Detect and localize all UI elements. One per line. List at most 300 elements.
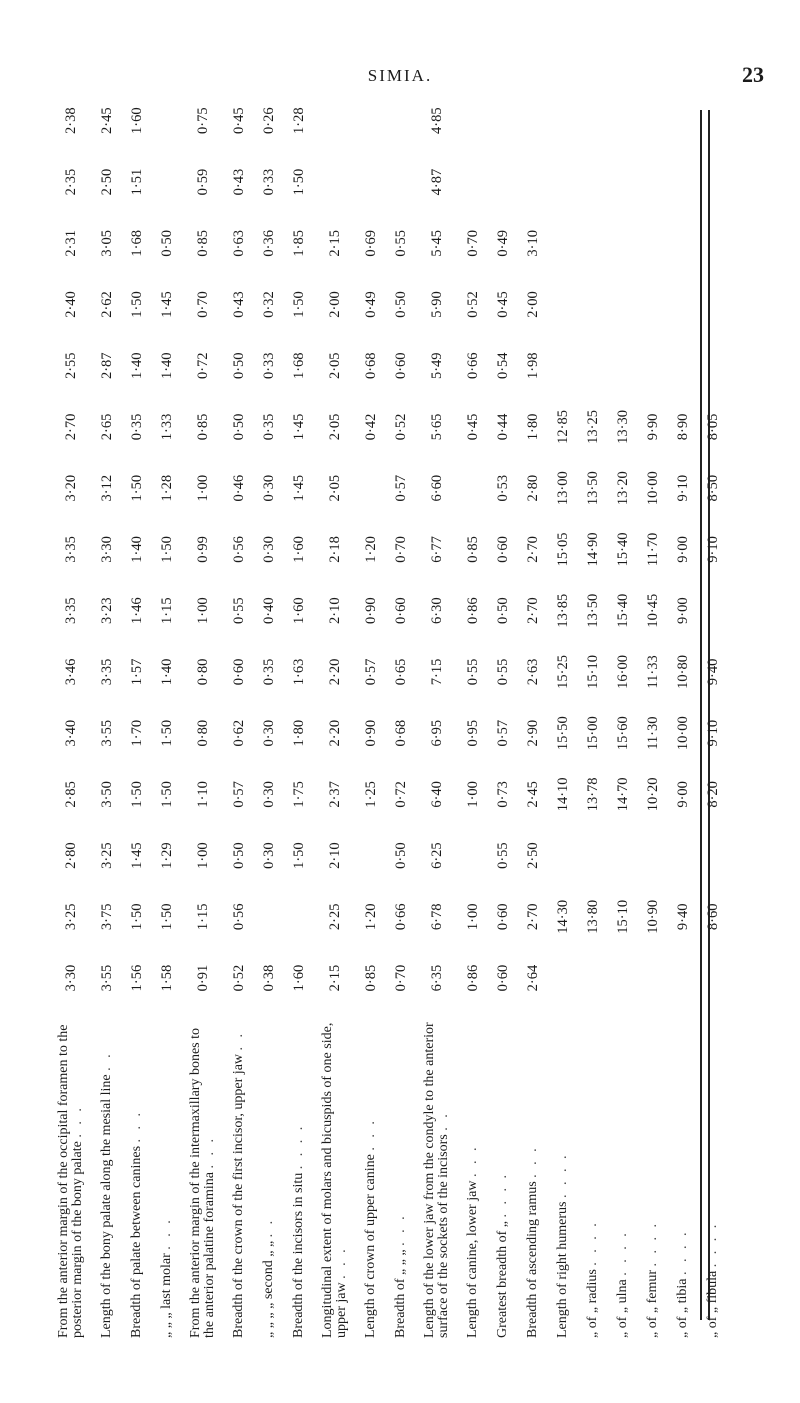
table-cell bbox=[638, 213, 668, 274]
table-cell bbox=[698, 213, 728, 274]
table-cell bbox=[668, 335, 698, 396]
table-row bbox=[314, 90, 356, 1340]
table-cell: 0·33 bbox=[261, 352, 277, 380]
table-cell: 2·70 bbox=[525, 597, 541, 624]
table-cell bbox=[698, 580, 728, 641]
row-label bbox=[152, 1009, 182, 1340]
table-cell bbox=[578, 151, 608, 212]
table-cell: 11·33 bbox=[645, 655, 661, 689]
table-cell: 13·85 bbox=[555, 593, 571, 628]
table-cell bbox=[698, 90, 728, 151]
table-row bbox=[548, 90, 578, 1340]
table-cell: 1·60 bbox=[291, 597, 307, 624]
table-cell: 1·50 bbox=[291, 168, 307, 196]
table-cell: 2·63 bbox=[525, 658, 541, 686]
table-cell: 1·50 bbox=[159, 781, 175, 808]
table-cell: 2·87 bbox=[99, 352, 115, 380]
table-cell: 2·10 bbox=[327, 842, 343, 869]
table-cell: 0·66 bbox=[393, 903, 409, 931]
table-cell: 1·20 bbox=[363, 903, 379, 931]
row-label-text: Breadth of palate between canines bbox=[129, 1145, 144, 1338]
table-cell: 0·86 bbox=[465, 964, 481, 992]
table-cell bbox=[608, 947, 638, 1008]
table-cell: 2·20 bbox=[327, 658, 343, 686]
row-label-text: „ of „ ulna bbox=[615, 1279, 630, 1338]
table-cell: 2·37 bbox=[327, 781, 343, 808]
row-label-leader-dots: . . bbox=[261, 1217, 276, 1238]
table-cell: 13·80 bbox=[585, 899, 601, 934]
table-cell: 0·43 bbox=[231, 291, 247, 318]
table-cell: 1·50 bbox=[129, 291, 145, 318]
row-label bbox=[488, 1009, 518, 1340]
table-cell: 9·10 bbox=[705, 536, 721, 563]
table-cell: 6·95 bbox=[429, 719, 445, 747]
table-cell: 11·30 bbox=[645, 716, 661, 750]
table-cell: 1·00 bbox=[195, 474, 211, 502]
table-cell: 15·60 bbox=[615, 716, 631, 751]
row-label bbox=[416, 1009, 458, 1340]
table-cell: 0·70 bbox=[393, 964, 409, 992]
table-cell: 1·58 bbox=[159, 964, 175, 992]
table-row bbox=[608, 90, 638, 1340]
row-label bbox=[182, 1009, 224, 1340]
table-cell bbox=[638, 274, 668, 335]
table-cell: 2·85 bbox=[63, 781, 79, 808]
table-row bbox=[152, 90, 182, 1340]
table-cell: 7·15 bbox=[429, 658, 445, 686]
table-cell: 15·40 bbox=[615, 532, 631, 567]
row-label bbox=[50, 1009, 92, 1340]
table-cell: 1·20 bbox=[363, 536, 379, 563]
row-label-leader-dots: . . bbox=[99, 1051, 114, 1071]
table-cell: 14·10 bbox=[555, 777, 571, 812]
table-cell bbox=[578, 947, 608, 1008]
table-cell: 5·90 bbox=[429, 291, 445, 318]
row-label-leader-dots: . . . bbox=[363, 1118, 378, 1151]
table-cell: 1·50 bbox=[291, 842, 307, 869]
table-row bbox=[92, 90, 122, 1340]
table-cell: 1·51 bbox=[129, 168, 145, 196]
row-label bbox=[668, 1009, 698, 1340]
table-cell: 0·45 bbox=[495, 291, 511, 318]
table-cell: 1·40 bbox=[129, 536, 145, 563]
table-cell: 1·68 bbox=[129, 229, 145, 257]
table-cell: 0·60 bbox=[393, 597, 409, 624]
table-cell bbox=[356, 90, 386, 151]
row-label-text: „ of „ radius bbox=[585, 1269, 600, 1338]
table-cell: 3·40 bbox=[63, 719, 79, 747]
row-label-text: Length of the bony palate along the mesial line bbox=[99, 1074, 114, 1338]
table-cell bbox=[386, 90, 416, 151]
table-cell: 6·35 bbox=[429, 964, 445, 992]
table-row bbox=[518, 90, 548, 1340]
table-cell: 15·10 bbox=[585, 654, 601, 689]
table-cell: 3·55 bbox=[99, 964, 115, 992]
table-cell: 0·80 bbox=[195, 658, 211, 686]
row-label bbox=[548, 1009, 578, 1340]
table-cell: 0·50 bbox=[231, 352, 247, 380]
table-cell: 0·56 bbox=[231, 536, 247, 563]
table-cell: 0·50 bbox=[231, 842, 247, 869]
table-cell: 2·31 bbox=[63, 229, 79, 257]
table-cell: 1·28 bbox=[159, 474, 175, 502]
table-cell: 2·35 bbox=[63, 168, 79, 196]
table-cell: 6·25 bbox=[429, 842, 445, 869]
table-cell: 0·85 bbox=[195, 229, 211, 257]
table-cell: 0·70 bbox=[465, 229, 481, 257]
table-cell: 2·70 bbox=[525, 536, 541, 563]
table-cell: 13·00 bbox=[555, 471, 571, 506]
table-cell: 1·50 bbox=[159, 903, 175, 931]
table-cell: 3·35 bbox=[63, 536, 79, 563]
table-cell: 0·95 bbox=[465, 719, 481, 747]
table-cell: 2·05 bbox=[327, 413, 343, 441]
table-cell: 2·50 bbox=[99, 168, 115, 196]
table-cell: 5·45 bbox=[429, 229, 445, 257]
row-label-text: „ of „ femur bbox=[645, 1269, 660, 1338]
table-cell: 1·45 bbox=[291, 474, 307, 502]
table-cell: 0·66 bbox=[465, 352, 481, 380]
table-cell: 1·85 bbox=[291, 229, 307, 257]
table-cell bbox=[578, 825, 608, 886]
table-cell: 0·60 bbox=[495, 903, 511, 931]
table-cell: 0·33 bbox=[261, 168, 277, 196]
table-cell: 10·90 bbox=[645, 899, 661, 934]
row-label-text: Breadth of ascending ramus bbox=[525, 1181, 540, 1338]
table-cell: 13·50 bbox=[585, 593, 601, 628]
table-cell: 0·57 bbox=[231, 781, 247, 808]
table-cell: 0·30 bbox=[261, 536, 277, 563]
measurements-table-body bbox=[50, 90, 728, 1340]
table-cell: 2·05 bbox=[327, 474, 343, 502]
table-cell: 0·30 bbox=[261, 781, 277, 808]
row-label-leader-dots: . . bbox=[436, 1111, 451, 1131]
table-cell: 2·10 bbox=[327, 597, 343, 624]
table-cell: 0·35 bbox=[261, 413, 277, 441]
table-cell bbox=[518, 90, 548, 151]
table-cell: 0·49 bbox=[363, 291, 379, 318]
table-cell: 10·45 bbox=[645, 593, 661, 628]
table-cell: 0·36 bbox=[261, 229, 277, 257]
table-cell: 0·85 bbox=[465, 536, 481, 563]
table-row bbox=[416, 90, 458, 1340]
table-cell: 1·57 bbox=[129, 658, 145, 686]
table-cell: 0·50 bbox=[495, 597, 511, 624]
table-cell: 0·55 bbox=[495, 842, 511, 869]
row-label bbox=[386, 1009, 416, 1340]
row-label-leader-dots: . . . . bbox=[495, 1172, 510, 1218]
row-label-leader-dots: . . . . bbox=[675, 1229, 690, 1276]
table-cell: 0·50 bbox=[159, 229, 175, 257]
table-cell: 8·20 bbox=[705, 781, 721, 808]
table-cell: 0·54 bbox=[495, 352, 511, 380]
table-cell: 3·05 bbox=[99, 229, 115, 257]
table-cell: 9·40 bbox=[705, 658, 721, 686]
table-cell: 1·50 bbox=[159, 719, 175, 747]
table-cell bbox=[548, 213, 578, 274]
table-cell bbox=[668, 825, 698, 886]
table-cell bbox=[578, 213, 608, 274]
table-cell bbox=[458, 825, 488, 886]
row-label bbox=[224, 1009, 254, 1340]
table-cell: 0·46 bbox=[231, 474, 247, 502]
row-label bbox=[458, 1009, 488, 1340]
row-label-leader-dots: . . . bbox=[202, 1136, 217, 1169]
table-row bbox=[284, 90, 314, 1340]
table-cell: 2·70 bbox=[63, 413, 79, 441]
table-cell: 0·90 bbox=[363, 597, 379, 624]
table-row bbox=[224, 90, 254, 1340]
table-cell: 1·45 bbox=[159, 291, 175, 318]
row-label-leader-dots: . . . . bbox=[555, 1152, 570, 1199]
table-cell bbox=[578, 90, 608, 151]
table-cell: 3·23 bbox=[99, 597, 115, 624]
table-cell bbox=[548, 947, 578, 1008]
table-cell bbox=[578, 274, 608, 335]
table-cell: 2·45 bbox=[99, 107, 115, 134]
table-cell: 0·30 bbox=[261, 719, 277, 747]
table-cell: 1·63 bbox=[291, 658, 307, 686]
table-cell bbox=[698, 335, 728, 396]
table-row bbox=[254, 90, 284, 1340]
table-cell: 9·00 bbox=[675, 597, 691, 624]
table-cell: 1·60 bbox=[291, 964, 307, 992]
row-label-leader-dots: . . bbox=[231, 1030, 246, 1051]
table-cell: 0·35 bbox=[129, 413, 145, 441]
row-label-leader-dots: . . . bbox=[129, 1109, 144, 1143]
table-cell: 0·56 bbox=[231, 903, 247, 931]
table-cell bbox=[356, 458, 386, 519]
table-cell bbox=[548, 151, 578, 212]
table-cell: 2·00 bbox=[525, 291, 541, 318]
table-cell: 15·50 bbox=[555, 716, 571, 751]
table-cell: 6·60 bbox=[429, 474, 445, 502]
table-cell: 2·18 bbox=[327, 536, 343, 563]
table-cell: 16·00 bbox=[615, 654, 631, 689]
table-cell: 1·75 bbox=[291, 781, 307, 808]
table-cell bbox=[314, 90, 356, 151]
table-cell: 1·50 bbox=[129, 903, 145, 931]
table-cell bbox=[458, 151, 488, 212]
table-cell: 2·15 bbox=[327, 964, 343, 992]
table-cell: 0·26 bbox=[261, 107, 277, 134]
table-cell: 0·85 bbox=[363, 964, 379, 992]
table-cell: 0·80 bbox=[195, 719, 211, 747]
table-cell: 0·86 bbox=[465, 597, 481, 624]
table-cell: 2·80 bbox=[525, 474, 541, 502]
table-cell: 15·25 bbox=[555, 654, 571, 689]
page-number: 23 bbox=[742, 62, 764, 87]
table-cell: 6·40 bbox=[429, 781, 445, 808]
table-cell: 0·45 bbox=[231, 107, 247, 134]
table-cell: 0·45 bbox=[465, 413, 481, 441]
table-cell: 0·42 bbox=[363, 413, 379, 441]
row-label-leader-dots: . . . bbox=[525, 1145, 540, 1178]
table-row bbox=[698, 90, 728, 1340]
table-cell: 10·00 bbox=[675, 716, 691, 751]
table-cell bbox=[284, 886, 314, 947]
table-cell: 2·50 bbox=[525, 842, 541, 869]
table-cell bbox=[608, 213, 638, 274]
table-cell: 3·20 bbox=[63, 474, 79, 502]
row-label bbox=[698, 1009, 728, 1340]
row-label-leader-dots: . . . bbox=[334, 1246, 349, 1279]
table-cell: 0·72 bbox=[393, 781, 409, 808]
table-cell: 0·50 bbox=[393, 842, 409, 869]
table-cell: 0·59 bbox=[195, 168, 211, 196]
table-cell: 0·55 bbox=[393, 229, 409, 257]
table-row bbox=[488, 90, 518, 1340]
table-cell: 1·60 bbox=[129, 107, 145, 134]
table-cell: 0·65 bbox=[393, 658, 409, 686]
table-cell: 1·00 bbox=[195, 842, 211, 869]
row-label-text: Breadth of the incisors in situ bbox=[291, 1172, 306, 1338]
row-label-text: Longitudinal extent of molars and bicuspids of one side, upper jaw bbox=[320, 1022, 349, 1338]
table-cell: 3·12 bbox=[99, 474, 115, 502]
row-label bbox=[578, 1009, 608, 1340]
table-cell bbox=[698, 151, 728, 212]
row-label-text: From the anterior margin of the intermaxillary bones to the anterior palatine foramina bbox=[188, 1028, 217, 1338]
table-cell bbox=[608, 274, 638, 335]
row-label-text: Length of canine, lower jaw bbox=[465, 1180, 480, 1338]
table-row bbox=[386, 90, 416, 1340]
table-cell: 2·70 bbox=[525, 903, 541, 931]
row-label bbox=[518, 1009, 548, 1340]
table-cell: 0·52 bbox=[231, 964, 247, 992]
table-cell: 1·50 bbox=[159, 536, 175, 563]
table-cell: 2·90 bbox=[525, 719, 541, 747]
table-cell bbox=[638, 90, 668, 151]
table-cell: 0·55 bbox=[495, 658, 511, 686]
row-label-leader-dots: . . . bbox=[159, 1217, 174, 1250]
row-label-text: Length of right humerus bbox=[555, 1201, 570, 1338]
table-cell bbox=[458, 458, 488, 519]
table-cell: 15·40 bbox=[615, 593, 631, 628]
table-cell bbox=[548, 274, 578, 335]
row-label-text: „ of „ fibula bbox=[705, 1270, 720, 1338]
row-label-leader-dots: . . . . bbox=[705, 1221, 720, 1268]
table-cell: 1·45 bbox=[291, 413, 307, 441]
table-cell: 2·62 bbox=[99, 291, 115, 318]
table-cell: 0·73 bbox=[495, 781, 511, 808]
table-cell: 0·75 bbox=[195, 107, 211, 134]
table-cell: 0·60 bbox=[495, 536, 511, 563]
table-cell bbox=[638, 335, 668, 396]
table-cell: 0·90 bbox=[363, 719, 379, 747]
table-row bbox=[578, 90, 608, 1340]
table-row bbox=[458, 90, 488, 1340]
table-cell: 0·60 bbox=[393, 352, 409, 380]
table-cell: 0·57 bbox=[495, 719, 511, 747]
table-cell: 1·46 bbox=[129, 597, 145, 624]
table-cell: 1·50 bbox=[129, 474, 145, 502]
table-cell bbox=[578, 335, 608, 396]
table-cell: 6·30 bbox=[429, 597, 445, 624]
table-cell: 13·25 bbox=[585, 410, 601, 444]
table-cell bbox=[608, 151, 638, 212]
table-cell: 2·65 bbox=[99, 413, 115, 441]
table-cell: 1·15 bbox=[195, 903, 211, 931]
table-cell: 0·52 bbox=[393, 413, 409, 441]
table-cell: 0·68 bbox=[363, 352, 379, 380]
table-cell bbox=[608, 90, 638, 151]
table-cell bbox=[638, 825, 668, 886]
table-cell: 0·63 bbox=[231, 229, 247, 257]
row-label-text: From the anterior margin of the occipital foramen to the posterior margin of the bony palate bbox=[56, 1024, 85, 1338]
table-cell: 1·00 bbox=[465, 903, 481, 931]
table-cell: 1·45 bbox=[129, 842, 145, 869]
measurements-table bbox=[50, 90, 728, 1340]
table-cell: 2·45 bbox=[525, 781, 541, 808]
table-cell: 9·10 bbox=[675, 474, 691, 502]
table-cell: 1·56 bbox=[129, 964, 145, 992]
table-cell: 0·50 bbox=[393, 291, 409, 318]
table-cell bbox=[458, 90, 488, 151]
table-cell bbox=[548, 335, 578, 396]
table-cell: 8·90 bbox=[675, 413, 691, 441]
table-cell: 9·40 bbox=[675, 903, 691, 931]
table-cell: 4·85 bbox=[429, 107, 445, 134]
table-cell: 4·87 bbox=[429, 168, 445, 196]
table-cell: 0·57 bbox=[393, 474, 409, 502]
table-cell: 9·00 bbox=[675, 536, 691, 563]
table-cell: 3·35 bbox=[63, 597, 79, 624]
table-cell: 1·40 bbox=[159, 658, 175, 686]
table-cell: 0·43 bbox=[231, 168, 247, 196]
table-cell: 0·30 bbox=[261, 474, 277, 502]
table-cell bbox=[668, 947, 698, 1008]
table-cell: 0·68 bbox=[393, 719, 409, 747]
table-cell: 8·05 bbox=[705, 413, 721, 441]
row-label-text: Breadth of the crown of the first incisor, upper jaw bbox=[231, 1053, 246, 1338]
table-cell bbox=[668, 151, 698, 212]
table-cell: 0·60 bbox=[231, 658, 247, 686]
table-cell bbox=[314, 151, 356, 212]
table-cell: 2·80 bbox=[63, 842, 79, 869]
table-cell: 0·30 bbox=[261, 842, 277, 869]
table-row bbox=[122, 90, 152, 1340]
row-label-text: Length of crown of upper canine bbox=[363, 1154, 378, 1338]
table-cell bbox=[386, 151, 416, 212]
table-cell: 0·69 bbox=[363, 229, 379, 257]
table-cell bbox=[638, 151, 668, 212]
table-cell: 3·25 bbox=[99, 842, 115, 869]
table-cell: 13·30 bbox=[615, 410, 631, 444]
table-cell: 0·99 bbox=[195, 536, 211, 563]
row-label bbox=[92, 1009, 122, 1340]
table-cell: 3·50 bbox=[99, 781, 115, 808]
table-cell: 0·53 bbox=[495, 474, 511, 502]
table-cell: 8·60 bbox=[705, 903, 721, 931]
row-label-text: „ „ „ last molar bbox=[159, 1253, 174, 1338]
table-row bbox=[638, 90, 668, 1340]
table-cell: 0·57 bbox=[363, 658, 379, 686]
table-cell: 14·90 bbox=[585, 532, 601, 567]
table-cell: 1·50 bbox=[129, 781, 145, 808]
table-cell: 2·55 bbox=[63, 352, 79, 380]
table-cell: 13·50 bbox=[585, 471, 601, 506]
table-cell: 2·40 bbox=[63, 291, 79, 318]
table-cell: 6·77 bbox=[429, 536, 445, 563]
table-row bbox=[182, 90, 224, 1340]
table-cell: 9·90 bbox=[645, 413, 661, 441]
table-cell: 3·35 bbox=[99, 658, 115, 686]
table-cell bbox=[608, 335, 638, 396]
table-cell: 0·38 bbox=[261, 964, 277, 992]
row-label bbox=[638, 1009, 668, 1340]
page-header-title: SIMIA. bbox=[367, 66, 433, 85]
table-cell: 14·30 bbox=[555, 899, 571, 934]
